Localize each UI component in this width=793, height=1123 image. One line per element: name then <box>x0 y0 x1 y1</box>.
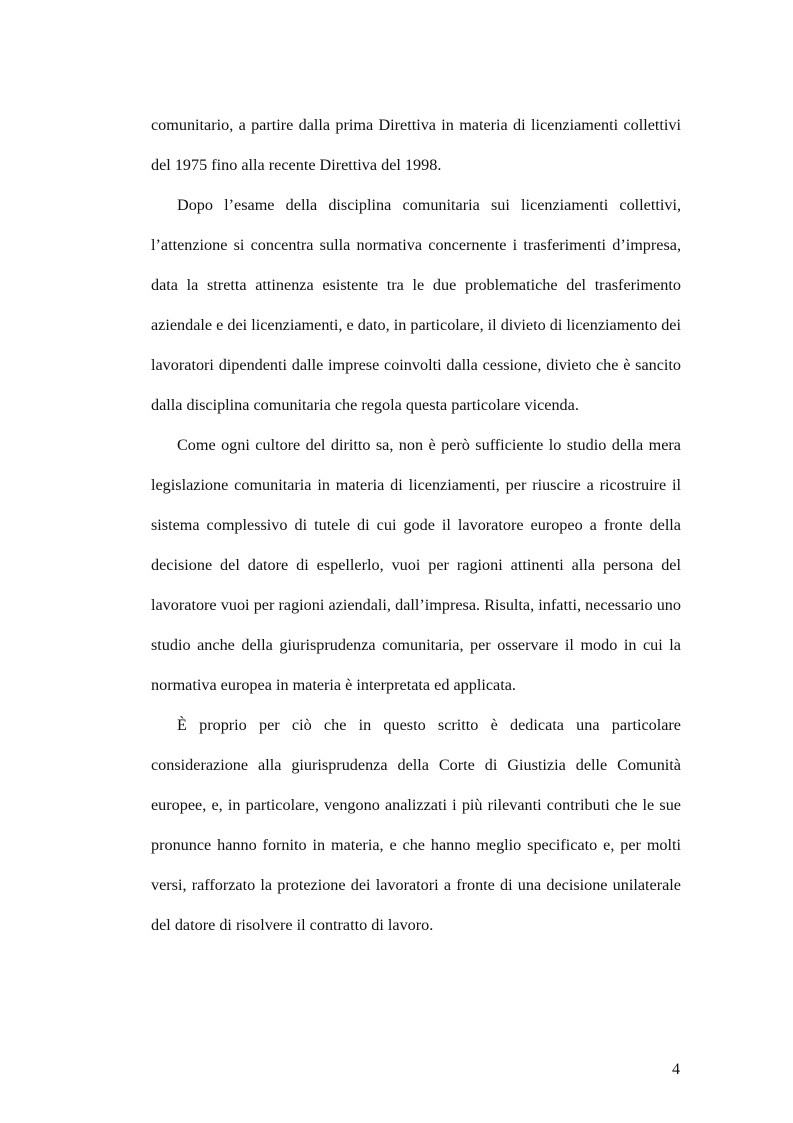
document-body <box>151 105 681 945</box>
paragraph-transfer-of-undertakings: Dopo l’esame della disciplina comunitaria sui licenziamenti collettivi, l’attenzione si concentra sulla normativa concernente i trasferimenti d’impresa, data la stretta attinenza esistente tra le due problematiche del trasferimento aziendale e dei licenziamenti, e dato, in particolare, il divieto di licenziamento dei lavoratori dipendenti dalle imprese coinvolti dalla cessione, divieto che è sancito dalla disciplina comunitaria che regola questa particolare vicenda. <box>151 196 681 414</box>
paragraph-court-of-justice: È proprio per ciò che in questo scritto è dedicata una particolare considerazione alla giurisprudenza della Corte di Giustizia delle Comunità europee, e, in particolare, vengono analizzati i più rilevanti contributi che le sue pronunce hanno fornito in materia, e che hanno meglio specificato e, per molti versi, rafforzato la protezione dei lavoratori a fronte di una decisione unilaterale del datore di risolvere il contratto di lavoro. <box>151 716 681 934</box>
page-number: 4 <box>672 1061 680 1078</box>
paragraph-community-case-law: Come ogni cultore del diritto sa, non è però sufficiente lo studio della mera legislazione comunitaria in materia di licenziamenti, per riuscire a ricostruire il sistema complessivo di tutele di cui gode il lavoratore europeo a fronte della decisione del datore di espellerlo, vuoi per ragioni attinenti alla persona del lavoratore vuoi per ragioni aziendali, dall’impresa. Risulta, infatti, necessario uno studio anche della giurisprudenza comunitaria, per osservare il modo in cui la normativa europea in materia è interpretata ed applicata. <box>151 436 681 694</box>
paragraph-continuation: comunitario, a partire dalla prima Direttiva in materia di licenziamenti collettivi del 1975 fino alla recente Direttiva del 1998. <box>151 116 681 174</box>
